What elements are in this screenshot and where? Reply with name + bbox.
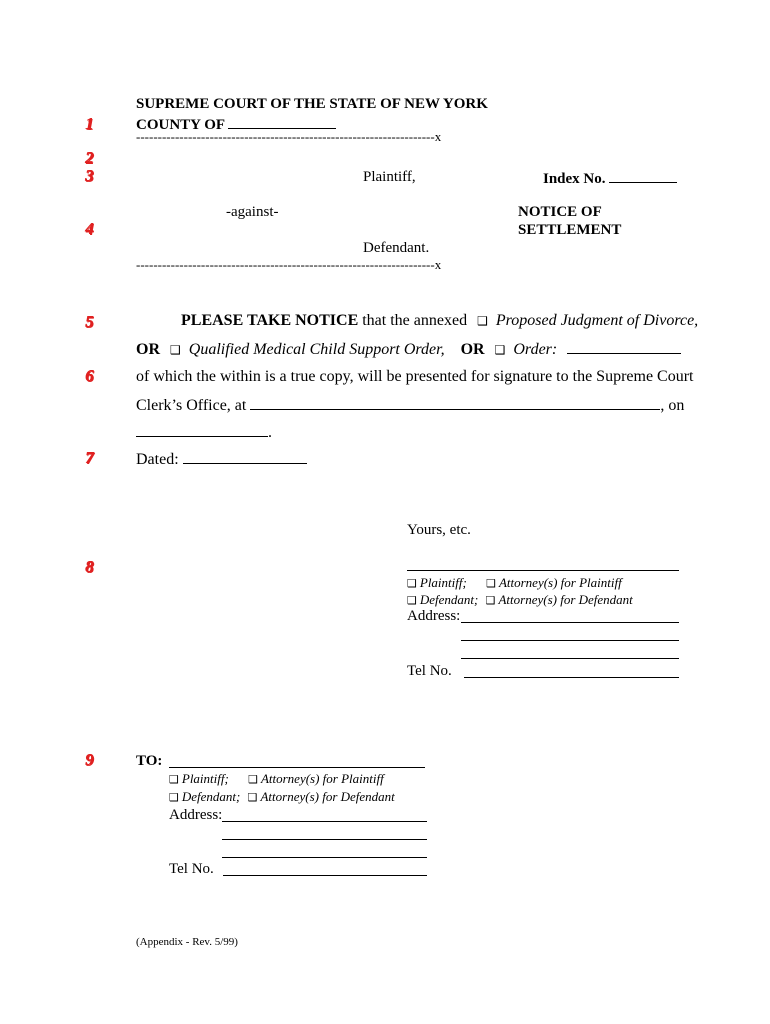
sig-address-field-2[interactable] <box>461 640 679 641</box>
to-address-field-1[interactable] <box>222 821 427 822</box>
county-field[interactable] <box>228 114 336 129</box>
sig-address-field-1[interactable] <box>461 622 679 623</box>
plaintiff-label: Plaintiff, <box>363 169 416 185</box>
line-marker-7: 7 <box>85 448 94 467</box>
sig-defendant-checkbox-icon[interactable]: ❑ <box>407 594 417 607</box>
to-attorney-defendant-checkbox-icon[interactable]: ❑ <box>247 791 258 804</box>
county-label: COUNTY OF <box>136 117 225 133</box>
sig-role-row-1 <box>407 575 622 592</box>
closing: Yours, etc. <box>407 522 471 538</box>
to-role-row-2 <box>169 789 395 806</box>
period: . <box>268 424 272 441</box>
presentation-date-field[interactable] <box>136 422 268 437</box>
options-line <box>136 339 681 360</box>
index-number <box>543 168 677 188</box>
checkbox-judgment-icon[interactable]: ❑ <box>477 314 488 328</box>
order-field[interactable] <box>567 339 681 354</box>
line-marker-4: 4 <box>85 219 94 238</box>
line-marker-5: 5 <box>85 312 94 331</box>
to-attorney-plaintiff-checkbox-icon[interactable]: ❑ <box>248 773 258 786</box>
clerk-office-line <box>136 395 684 416</box>
to-address-field-2[interactable] <box>222 839 427 840</box>
notice-line <box>181 311 698 331</box>
sig-tel-field[interactable] <box>464 677 679 678</box>
option-qmcso-label: Qualified Medical Child Support Order, <box>188 341 445 358</box>
sig-defendant-label: Defendant; <box>419 592 479 607</box>
line-marker-2: 2 <box>85 148 94 167</box>
defendant-label: Defendant. <box>363 240 430 256</box>
sig-attorney-plaintiff-checkbox-icon[interactable]: ❑ <box>486 577 496 590</box>
option-judgment-label: Proposed Judgment of Divorce, <box>495 312 699 329</box>
caption-separator-top: ---------------------------------------------------------------------x <box>136 129 442 144</box>
to-tel-field[interactable] <box>223 875 427 876</box>
index-number-field[interactable] <box>609 168 677 183</box>
to-address-field-3[interactable] <box>222 857 427 858</box>
against-label: -against- <box>226 204 279 220</box>
to-defendant-label: Defendant; <box>181 789 241 804</box>
to-plaintiff-checkbox-icon[interactable]: ❑ <box>169 773 179 786</box>
line-marker-6: 6 <box>85 366 94 385</box>
to-defendant-checkbox-icon[interactable]: ❑ <box>169 791 179 804</box>
sig-attorney-defendant-checkbox-icon[interactable]: ❑ <box>485 594 496 607</box>
sig-address-label: Address: <box>407 608 461 624</box>
dated-line <box>136 449 307 470</box>
clerk-office-label: Clerk’s Office, at <box>136 397 247 414</box>
sig-tel-label: Tel No. <box>407 663 452 679</box>
to-attorney-defendant-label: Attorney(s) for Defendant <box>260 789 395 804</box>
signature-line[interactable] <box>407 570 679 571</box>
notice-rest: that the annexed <box>362 312 468 329</box>
checkbox-order-icon[interactable]: ❑ <box>494 343 506 357</box>
line-marker-8: 8 <box>85 557 94 576</box>
sig-plaintiff-checkbox-icon[interactable]: ❑ <box>407 577 417 590</box>
on-label: , on <box>660 397 685 414</box>
location-field[interactable] <box>250 395 660 410</box>
presented-line: of which the within is a true copy, will be presented for signature to the Supreme Court <box>136 368 694 385</box>
sig-plaintiff-label: Plaintiff; <box>419 575 467 590</box>
line-marker-1: 1 <box>85 114 94 133</box>
line-marker-9: 9 <box>85 750 94 769</box>
option-order-label: Order: <box>513 341 558 358</box>
to-role-row-1 <box>169 771 384 788</box>
doc-title-line2: SETTLEMENT <box>518 222 622 238</box>
court-name: SUPREME COURT OF THE STATE OF NEW YORK <box>136 96 488 112</box>
dated-label: Dated: <box>136 451 179 468</box>
to-name-field[interactable] <box>169 767 425 768</box>
sig-attorney-plaintiff-label: Attorney(s) for Plaintiff <box>498 575 622 590</box>
line-marker-3: 3 <box>85 166 94 185</box>
index-label: Index No. <box>543 171 606 187</box>
sig-attorney-defendant-label: Attorney(s) for Defendant <box>498 592 633 607</box>
or-label-2: OR <box>460 341 485 358</box>
footer-revision: (Appendix - Rev. 5/99) <box>136 936 238 948</box>
to-address-label: Address: <box>169 807 223 823</box>
to-attorney-plaintiff-label: Attorney(s) for Plaintiff <box>260 771 384 786</box>
to-label: TO: <box>136 753 163 769</box>
notice-bold: PLEASE TAKE NOTICE <box>181 312 359 329</box>
date-line <box>136 422 272 443</box>
caption-separator-bottom: ---------------------------------------------------------------------x <box>136 257 442 272</box>
dated-field[interactable] <box>183 449 307 464</box>
or-label-1: OR <box>136 341 160 358</box>
sig-address-field-3[interactable] <box>461 658 679 659</box>
checkbox-qmcso-icon[interactable]: ❑ <box>170 343 181 357</box>
to-tel-label: Tel No. <box>169 861 214 877</box>
to-plaintiff-label: Plaintiff; <box>181 771 229 786</box>
doc-title-line1: NOTICE OF <box>518 204 602 220</box>
